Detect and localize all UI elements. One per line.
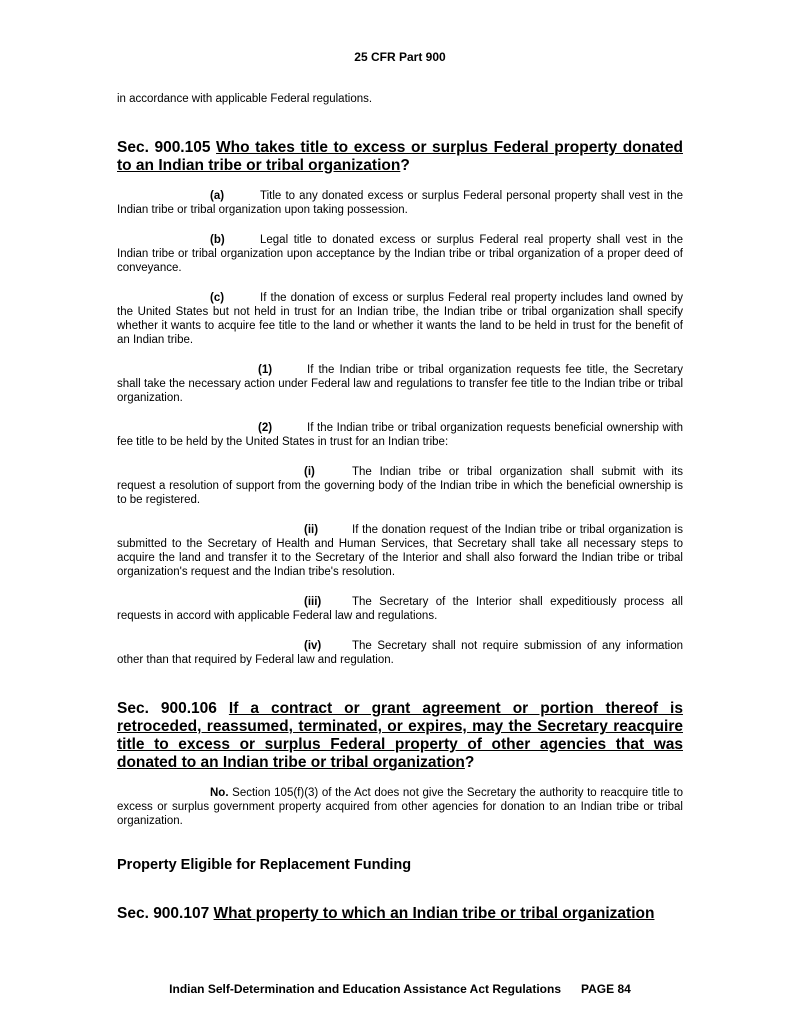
section-number: Sec. 900.106 xyxy=(117,700,217,717)
paragraph-text: Legal title to donated excess or surplus Federal real property shall vest in the Indian tribe or tribal organization upon acceptance by the Indian tribe or tribal organization of a proper deed of conveyance. xyxy=(117,234,683,274)
paragraph-text: The Secretary shall not require submission of any information other than that required by Federal law and regulation. xyxy=(117,640,683,666)
subheading: Property Eligible for Replacement Funding xyxy=(117,857,412,873)
paragraph-text: If the donation of excess or surplus Federal real property includes land owned by the United States but not held in trust for an Indian tribe, the Indian tribe or tribal organization shall specify whether it wants to acquire fee title to the land or whether it wants the land to be held in trust for the benefit of an Indian tribe. xyxy=(117,292,683,346)
section-number: Sec. 900.107 xyxy=(117,905,210,922)
paragraph-c xyxy=(117,291,683,347)
paragraph-label: (a) xyxy=(210,190,225,202)
paragraph-c-2-ii xyxy=(117,523,683,579)
paragraph-c-2 xyxy=(117,421,683,449)
section-heading-900-107 xyxy=(117,905,683,923)
section-title: What property to which an Indian tribe or tribal organization xyxy=(213,905,655,922)
intro-text: in accordance with applicable Federal regulations. xyxy=(117,93,373,105)
paragraph-label: (1) xyxy=(258,364,273,376)
page-header: 25 CFR Part 900 xyxy=(354,50,446,64)
section-qmark: ? xyxy=(400,157,410,174)
paragraph-label: (i) xyxy=(304,466,315,478)
section-title: Who takes title to excess or surplus Federal property donated to an Indian tribe or tribal organization xyxy=(117,139,683,174)
footer-title: Indian Self-Determination and Education Assistance Act Regulations xyxy=(169,982,562,996)
section-heading-900-106 xyxy=(117,700,683,772)
section-title: If a contract or grant agreement or portion thereof is retroceded, reassumed, terminated, or expires, may the Secretary reacquire title to excess or surplus Federal property of other agencies that was donated to an Indian tribe or tribal organization xyxy=(117,700,683,771)
section-heading-900-105 xyxy=(117,139,683,175)
paragraph-text: The Indian tribe or tribal organization shall submit with its request a resolution of support from the governing body of the Indian tribe in which the beneficial ownership is to be registered. xyxy=(117,466,683,506)
paragraph-label: (c) xyxy=(210,292,225,304)
paragraph-label: (iii) xyxy=(304,596,322,608)
paragraph-c-2-iv xyxy=(117,639,683,667)
paragraph-c-2-iii xyxy=(117,595,683,623)
paragraph-text: If the Indian tribe or tribal organization requests fee title, the Secretary shall take the necessary action under Federal law and regulations to transfer fee title to the Indian tribe or tribal organization. xyxy=(117,364,683,404)
paragraph-c-2-i xyxy=(117,465,683,507)
paragraph-c-1 xyxy=(117,363,683,405)
paragraph-label: (ii) xyxy=(304,524,319,536)
paragraph-text: Title to any donated excess or surplus Federal personal property shall vest in the Indian tribe or tribal organization upon taking possession. xyxy=(117,190,683,216)
section-number: Sec. 900.105 xyxy=(117,139,211,156)
paragraph-text: If the Indian tribe or tribal organization requests beneficial ownership with fee title to be held by the United States in trust for an Indian tribe: xyxy=(117,422,683,448)
paragraph-a xyxy=(117,189,683,217)
paragraph-b xyxy=(117,233,683,275)
paragraph-text: The Secretary of the Interior shall expeditiously process all requests in accord with applicable Federal law and regulations. xyxy=(117,596,683,622)
answer-paragraph xyxy=(117,786,683,828)
section-qmark: ? xyxy=(464,754,475,771)
page-footer xyxy=(0,982,800,996)
paragraph-text: If the donation request of the Indian tribe or tribal organization is submitted to the Secretary of Health and Human Services, that Secretary shall take all necessary steps to acquire the land and transfer it to the Secretary of the Interior and shall also forward the Indian tribe or tribal organization's request and the Indian tribe's resolution. xyxy=(117,524,683,578)
paragraph-label: (iv) xyxy=(304,640,322,652)
paragraph-label: (b) xyxy=(210,234,225,246)
page-number: PAGE 84 xyxy=(581,982,631,996)
page-body xyxy=(117,92,683,937)
answer-label: No. xyxy=(210,787,229,799)
paragraph-label: (2) xyxy=(258,422,273,434)
answer-text: Section 105(f)(3) of the Act does not give the Secretary the authority to reacquire title to excess or surplus government property acquired from other agencies for donation to an Indian tribe or tribal organization. xyxy=(117,787,683,827)
